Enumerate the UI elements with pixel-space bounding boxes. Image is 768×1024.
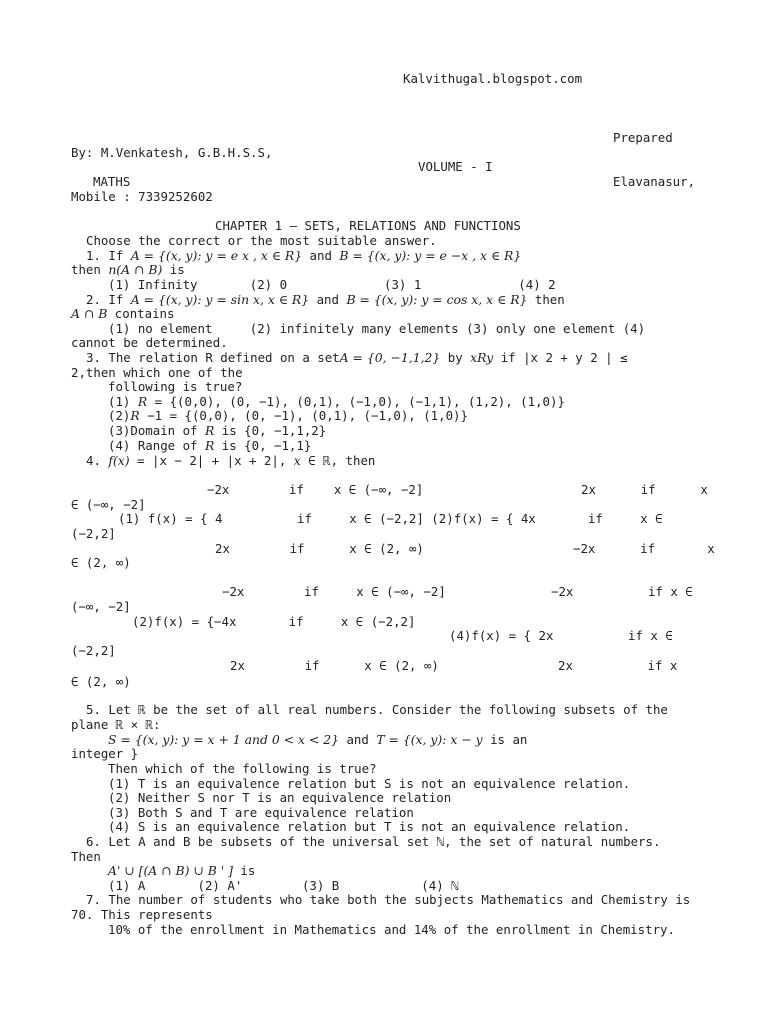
question-2-options: cannot be determined. [71, 335, 228, 350]
question-3-line: following is true? [108, 379, 243, 394]
question-5-line: integer } [71, 746, 139, 761]
question-2-line: A ∩ B contains [71, 306, 175, 321]
piecewise-4-row: −2x if x ∈ [551, 584, 693, 599]
question-5-line: 5. Let ℝ be the set of all real numbers. Consider the following subsets of the [86, 702, 668, 717]
piecewise-4-row: 2x if x [558, 658, 678, 673]
subject-label: MATHS [93, 174, 131, 189]
question-5-option: (2) Neither S nor T is an equivalence relation [108, 790, 452, 805]
question-5-line: plane ℝ × ℝ: [71, 717, 161, 732]
question-6-options: (1) A (2) A' (3) B (4) ℕ [108, 878, 459, 893]
question-3-option: (3)Domain of R is {0, −1,1,2} [108, 423, 327, 438]
question-3-line: 3. The relation R defined on a setA = {0, −1,1,2} by xRy if |x 2 + y 2 | ≤ [86, 350, 628, 365]
instruction: Choose the correct or the most suitable answer. [86, 233, 437, 248]
question-3-option: (1) R = {(0,0), (0, −1), (0,1), (−1,0), (−1,1), (1,2), (1,0)} [108, 394, 565, 409]
question-1-line: 1. If A = {(x, y): y = e x , x ∈ R} and B = {(x, y): y = e −x , x ∈ R} [86, 248, 522, 263]
piecewise-2-row: (2)f(x) = {−4x if x ∈ (−2,2] [132, 614, 416, 629]
author-line: By: M.Venkatesh, G.B.H.S.S, [71, 145, 273, 160]
question-7-line: 7. The number of students who take both the subjects Mathematics and Chemistry is [86, 892, 691, 907]
question-5-option: (3) Both S and T are equivalence relation [108, 805, 414, 820]
piecewise-3-row: −2x if x [573, 541, 715, 556]
piecewise-3-row: ∈ (−∞, −2] [71, 497, 146, 512]
question-7-line: 70. This represents [71, 907, 213, 922]
question-5-option: (1) T is an equivalence relation but S is not an equivalence relation. [108, 776, 631, 791]
piecewise-1-row: 2x if x ∈ (2, ∞) [215, 541, 424, 556]
question-6-line: Then [71, 849, 101, 864]
site-name: Kalvithugal.blogspot.com [403, 71, 583, 86]
question-3-line: 2,then which one of the [71, 365, 243, 380]
volume-label: VOLUME - I [418, 159, 493, 174]
question-1-options: (1) Infinity (2) 0 (3) 1 (4) 2 [108, 277, 556, 292]
piecewise-2-row: −2x if x ∈ (−∞, −2] [222, 584, 446, 599]
question-3-option: (4) Range of R is {0, −1,1} [108, 438, 312, 453]
piecewise-2-row: 2x if x ∈ (2, ∞) [230, 658, 439, 673]
piecewise-4-row: (−2,2] [71, 643, 116, 658]
question-4-line: 4. f(x) = |x − 2| + |x + 2|, x ∈ ℝ, then [86, 453, 376, 468]
chapter-title: CHAPTER 1 – SETS, RELATIONS AND FUNCTIONS [215, 218, 521, 233]
question-1-line: then n(A ∩ B) is [71, 262, 185, 277]
question-7-line: 10% of the enrollment in Mathematics and 14% of the enrollment in Chemistry. [108, 922, 675, 937]
piecewise-4-row: ∈ (2, ∞) [71, 674, 131, 689]
piecewise-options-row: (1) f(x) = { 4 if x ∈ (−2,2] (2)f(x) = { 4x if x ∈ [118, 511, 663, 526]
mobile-line: Mobile : 7339252602 [71, 189, 213, 204]
piecewise-4-row: (4)f(x) = { 2x if x ∈ [449, 628, 673, 643]
question-5-option: (4) S is an equivalence relation but T is not an equivalence relation. [108, 819, 631, 834]
place-label: Elavanasur, [613, 174, 696, 189]
piecewise-3-row: ∈ (2, ∞) [71, 555, 131, 570]
piecewise-4-row: (−∞, −2] [71, 599, 131, 614]
question-2-options: (1) no element (2) infinitely many elements (3) only one element (4) [108, 321, 646, 336]
question-5-line: S = {(x, y): y = x + 1 and 0 < x < 2} and T = {(x, y): x − y is an [108, 732, 528, 747]
piecewise-1-row: −2x if x ∈ (−∞, −2] [207, 482, 424, 497]
piecewise-3-row: (−2,2] [71, 526, 116, 541]
prepared-label: Prepared [613, 130, 673, 145]
question-6-line: A' ∪ [(A ∩ B) ∪ B ' ] is [108, 863, 256, 878]
question-6-line: 6. Let A and B be subsets of the universal set ℕ, the set of natural numbers. [86, 834, 661, 849]
question-3-option: (2)R −1 = {(0,0), (0, −1), (0,1), (−1,0), (1,0)} [108, 408, 468, 423]
piecewise-3-row: 2x if x [581, 482, 708, 497]
question-5-line: Then which of the following is true? [108, 761, 377, 776]
question-2-line: 2. If A = {(x, y): y = sin x, x ∈ R} and B = {(x, y): y = cos x, x ∈ R} then [86, 292, 565, 307]
